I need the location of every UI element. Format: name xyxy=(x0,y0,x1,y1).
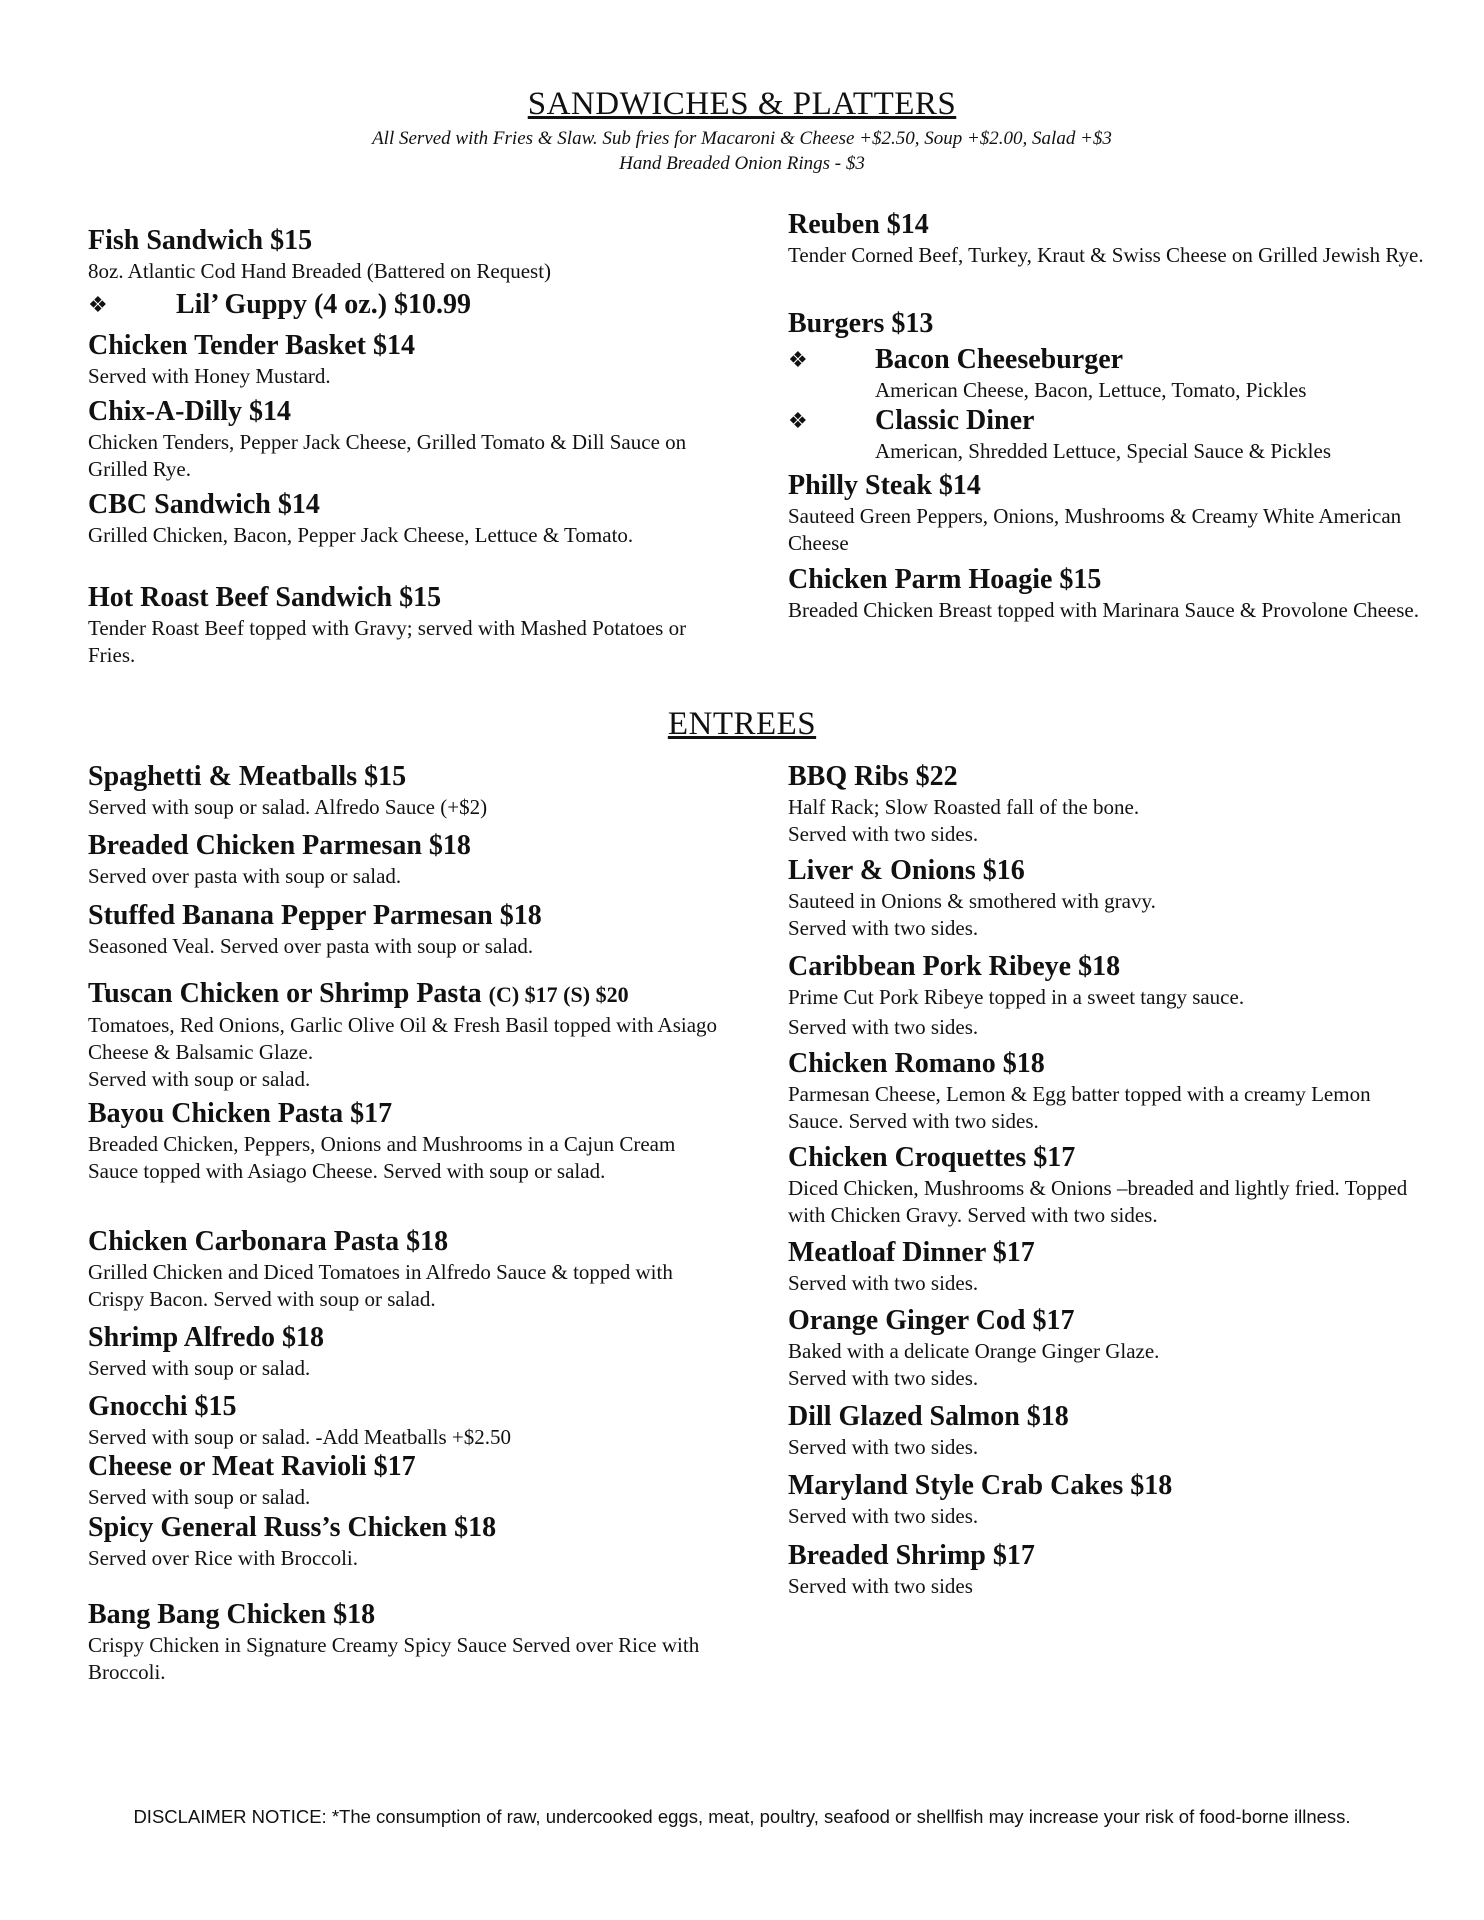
item-desc: Grilled Chicken and Diced Tomatoes in Alfredo Sauce & topped with Crispy Bacon. Served with soup or salad. xyxy=(88,1260,673,1311)
diamond-bullet-icon: ❖ xyxy=(788,347,808,372)
item-name: Breaded Shrimp $17 xyxy=(788,1540,1035,1571)
item-name: Chicken Tender Basket $14 xyxy=(88,330,415,361)
diamond-bullet-icon: ❖ xyxy=(788,408,808,433)
sub-item-name: Classic Diner xyxy=(875,405,1035,436)
item-name: Bayou Chicken Pasta $17 xyxy=(88,1098,393,1129)
entrees-title: ENTREES xyxy=(667,706,817,742)
item-name: BBQ Ribs $22 xyxy=(788,761,958,792)
item-name: Burgers $13 xyxy=(788,308,934,339)
menu-item xyxy=(88,1097,728,1185)
menu-item xyxy=(88,1511,728,1572)
menu-item xyxy=(788,1236,1428,1297)
sub-item-name: Lil’ Guppy (4 oz.) $10.99 xyxy=(176,289,472,320)
menu-item xyxy=(788,1400,1428,1461)
item-name: Shrimp Alfredo $18 xyxy=(88,1322,324,1353)
menu-item xyxy=(88,224,728,322)
sub-item-desc: American, Shredded Lettuce, Special Sauce & Pickles xyxy=(875,439,1332,463)
sub-item-classic-diner xyxy=(788,404,1428,465)
disclaimer-notice: DISCLAIMER NOTICE: *The consumption of raw, undercooked eggs, meat, poultry, seafood or shellfish may increase your risk of food-borne illness. xyxy=(133,1806,1351,1827)
item-name: CBC Sandwich $14 xyxy=(88,489,320,520)
menu-item xyxy=(788,1469,1428,1530)
item-name-prices: (C) $17 (S) $20 xyxy=(488,982,629,1007)
item-desc: Tomatoes, Red Onions, Garlic Olive Oil & Fresh Basil topped with Asiago Cheese & Balsamic Glaze. xyxy=(88,1013,718,1064)
menu-item xyxy=(88,899,728,960)
menu-item xyxy=(788,1047,1428,1135)
item-desc: Parmesan Cheese, Lemon & Egg batter topped with a creamy Lemon Sauce. Served with two sides. xyxy=(788,1082,1371,1133)
menu-item xyxy=(88,1390,728,1451)
item-desc: Breaded Chicken Breast topped with Marinara Sauce & Provolone Cheese. xyxy=(788,598,1419,622)
menu-item xyxy=(88,1225,728,1313)
item-name: Fish Sandwich $15 xyxy=(88,225,313,256)
sub-item-bacon-cheeseburger xyxy=(788,343,1428,404)
menu-item xyxy=(88,1321,728,1382)
item-desc-2: Served with soup or salad. xyxy=(88,1067,311,1091)
menu-item xyxy=(88,829,728,890)
item-desc-2: Served with two sides. xyxy=(788,1366,979,1390)
item-desc: Served with soup or salad. Alfredo Sauce (+$2) xyxy=(88,795,488,819)
item-desc: Served with soup or salad. -Add Meatballs +$2.50 xyxy=(88,1425,512,1449)
item-name-main: Tuscan Chicken or Shrimp Pasta xyxy=(88,978,489,1009)
sandwiches-title: SANDWICHES & PLATTERS xyxy=(527,86,957,122)
item-name: Breaded Chicken Parmesan $18 xyxy=(88,830,471,861)
menu-item xyxy=(88,760,728,821)
item-name: Caribbean Pork Ribeye $18 xyxy=(788,951,1121,982)
item-desc: Served with Honey Mustard. xyxy=(88,364,331,388)
menu-item xyxy=(88,977,728,1093)
item-desc: Prime Cut Pork Ribeye topped in a sweet tangy sauce. xyxy=(788,985,1245,1009)
diamond-bullet-icon: ❖ xyxy=(88,292,108,317)
item-name: Liver & Onions $16 xyxy=(788,855,1025,886)
item-name: Chicken Carbonara Pasta $18 xyxy=(88,1226,449,1257)
item-desc: Tender Corned Beef, Turkey, Kraut & Swiss Cheese on Grilled Jewish Rye. xyxy=(788,243,1424,267)
item-desc: Sauteed in Onions & smothered with gravy. xyxy=(788,889,1156,913)
item-desc: Served over pasta with soup or salad. xyxy=(88,864,402,888)
item-name: Chicken Croquettes $17 xyxy=(788,1142,1076,1173)
menu-item xyxy=(788,1304,1428,1392)
item-name: Maryland Style Crab Cakes $18 xyxy=(788,1470,1173,1501)
sandwiches-subtitle-2: Hand Breaded Onion Rings - $3 xyxy=(619,153,865,174)
sub-item-lil-guppy xyxy=(88,288,728,322)
sandwiches-subtitle-1: All Served with Fries & Slaw. Sub fries for Macaroni & Cheese +$2.50, Soup +$2.00, Salad +$3 xyxy=(372,128,1112,149)
item-desc-2: Served with two sides. xyxy=(788,1015,979,1039)
item-name: Philly Steak $14 xyxy=(788,470,981,501)
item-name: Meatloaf Dinner $17 xyxy=(788,1237,1035,1268)
item-name: Stuffed Banana Pepper Parmesan $18 xyxy=(88,900,542,931)
item-desc-2: Served with two sides. xyxy=(788,822,979,846)
item-desc: Chicken Tenders, Pepper Jack Cheese, Grilled Tomato & Dill Sauce on Grilled Rye. xyxy=(88,430,687,481)
menu-item xyxy=(788,563,1428,624)
item-desc: Served over Rice with Broccoli. xyxy=(88,1546,359,1570)
menu-item xyxy=(788,307,1428,465)
item-desc: Sauteed Green Peppers, Onions, Mushrooms & Creamy White American Cheese xyxy=(788,504,1402,555)
menu-item xyxy=(788,854,1428,942)
item-desc: Half Rack; Slow Roasted fall of the bone. xyxy=(788,795,1140,819)
sub-item-name: Bacon Cheeseburger xyxy=(875,344,1124,375)
menu-item xyxy=(788,1539,1428,1600)
menu-item xyxy=(88,581,728,669)
item-desc: Tender Roast Beef topped with Gravy; served with Mashed Potatoes or Fries. xyxy=(88,616,687,667)
menu-item xyxy=(88,395,728,483)
menu-item xyxy=(88,1598,728,1686)
item-desc: Served with soup or salad. xyxy=(88,1356,311,1380)
item-desc: Served with soup or salad. xyxy=(88,1485,311,1509)
item-name: Bang Bang Chicken $18 xyxy=(88,1599,376,1630)
item-name: Spaghetti & Meatballs $15 xyxy=(88,761,407,792)
item-name: Spicy General Russ’s Chicken $18 xyxy=(88,1512,497,1543)
menu-item xyxy=(788,1141,1428,1229)
item-name: Hot Roast Beef Sandwich $15 xyxy=(88,582,442,613)
item-desc: Served with two sides. xyxy=(788,1435,979,1459)
item-desc: Crispy Chicken in Signature Creamy Spicy Sauce Served over Rice with Broccoli. xyxy=(88,1633,700,1684)
item-desc: Baked with a delicate Orange Ginger Glaze. xyxy=(788,1339,1160,1363)
item-name: Dill Glazed Salmon $18 xyxy=(788,1401,1069,1432)
menu-item xyxy=(88,488,728,549)
menu-item xyxy=(788,469,1428,557)
item-name: Chicken Romano $18 xyxy=(788,1048,1045,1079)
item-name: Chicken Parm Hoagie $15 xyxy=(788,564,1102,595)
item-name: Cheese or Meat Ravioli $17 xyxy=(88,1451,416,1482)
item-desc: 8oz. Atlantic Cod Hand Breaded (Battered on Request) xyxy=(88,259,552,283)
item-desc: Seasoned Veal. Served over pasta with soup or salad. xyxy=(88,934,534,958)
item-desc: Grilled Chicken, Bacon, Pepper Jack Cheese, Lettuce & Tomato. xyxy=(88,523,634,547)
item-desc: Served with two sides xyxy=(788,1574,973,1598)
item-desc: Breaded Chicken, Peppers, Onions and Mushrooms in a Cajun Cream Sauce topped with Asiago Cheese. Served with soup or salad. xyxy=(88,1132,676,1183)
item-desc: Served with two sides. xyxy=(788,1271,979,1295)
sub-item-desc: American Cheese, Bacon, Lettuce, Tomato, Pickles xyxy=(875,378,1307,402)
menu-item xyxy=(88,1450,728,1511)
item-name: Reuben $14 xyxy=(788,209,929,240)
menu-item xyxy=(788,950,1428,1041)
item-name: Gnocchi $15 xyxy=(88,1391,237,1422)
item-desc: Diced Chicken, Mushrooms & Onions –breaded and lightly fried. Topped with Chicken Gravy. Served with two sides. xyxy=(788,1176,1408,1227)
item-desc-2: Served with two sides. xyxy=(788,916,979,940)
menu-item xyxy=(788,208,1428,269)
menu-item xyxy=(88,329,728,390)
item-name: Orange Ginger Cod $17 xyxy=(788,1305,1075,1336)
item-name xyxy=(88,977,728,1012)
item-desc: Served with two sides. xyxy=(788,1504,979,1528)
menu-item xyxy=(788,760,1428,848)
item-name: Chix-A-Dilly $14 xyxy=(88,396,291,427)
